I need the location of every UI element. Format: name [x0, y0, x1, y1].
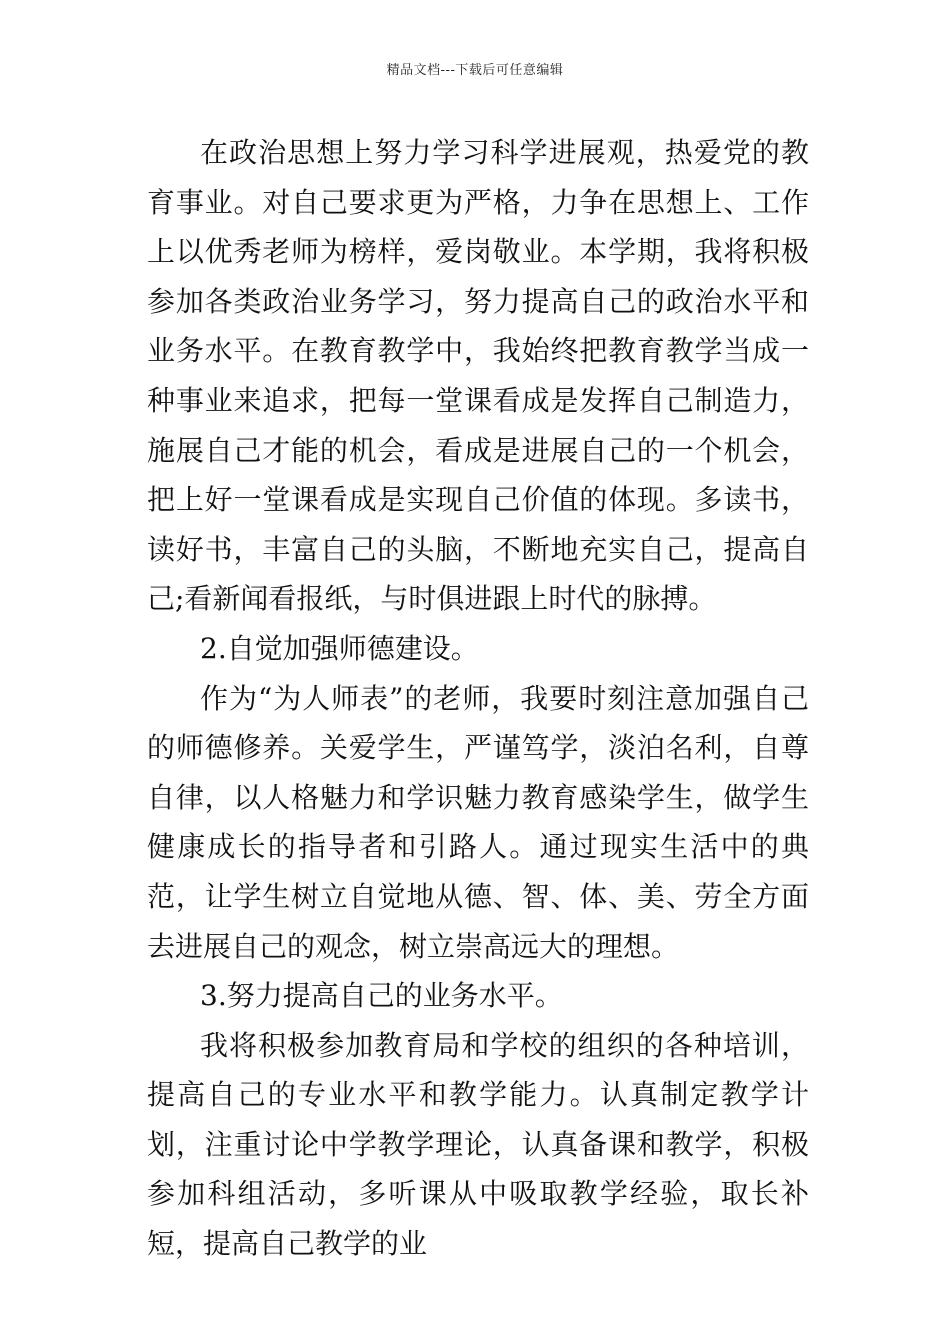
section-heading-ethics: 2.自觉加强师德建设。 [200, 631, 479, 665]
document-body [147, 128, 809, 1269]
page-header: 精品文档---下载后可任意编辑 [386, 63, 564, 78]
section-heading-professional: 3.努力提高自己的业务水平。 [200, 979, 563, 1013]
paragraph-professional-training: 我将积极参加教育局和学校的组织的各种培训，提高自己的专业水平和教学能力。认真制定教学计划，注重讨论中学教学理论，认真备课和教学，积极参加科组活动，多听课从中吸取教学经验，取长补短，提高自己教学的业 [147, 1028, 809, 1261]
paragraph-teacher-ethics: 作为“为人师表”的老师，我要时刻注意加强自己的师德修养。关爱学生，严谨笃学，淡泊名利，自尊自律，以人格魅力和学识魅力教育感染学生，做学生健康成长的指导者和引路人。通过现实生活中的典范，让学生树立自觉地从德、智、体、美、劳全方面去进展自己的观念，树立崇高远大的理想。 [147, 681, 809, 963]
paragraph-political-study: 在政治思想上努力学习科学进展观，热爱党的教育事业。对自己要求更为严格，力争在思想上、工作上以优秀老师为榜样，爱岗敬业。本学期，我将积极参加各类政治业务学习，努力提高自己的政治水平和业务水平。在教育教学中，我始终把教育教学当成一种事业来追求，把每一堂课看成是发挥自己制造力，施展自己才能的机会，看成是进展自己的一个机会，把上好一堂课看成是实现自己价值的体现。多读书，读好书，丰富自己的头脑，不断地充实自己，提高自己;看新闻看报纸，与时俱进跟上时代的脉搏。 [147, 136, 809, 616]
